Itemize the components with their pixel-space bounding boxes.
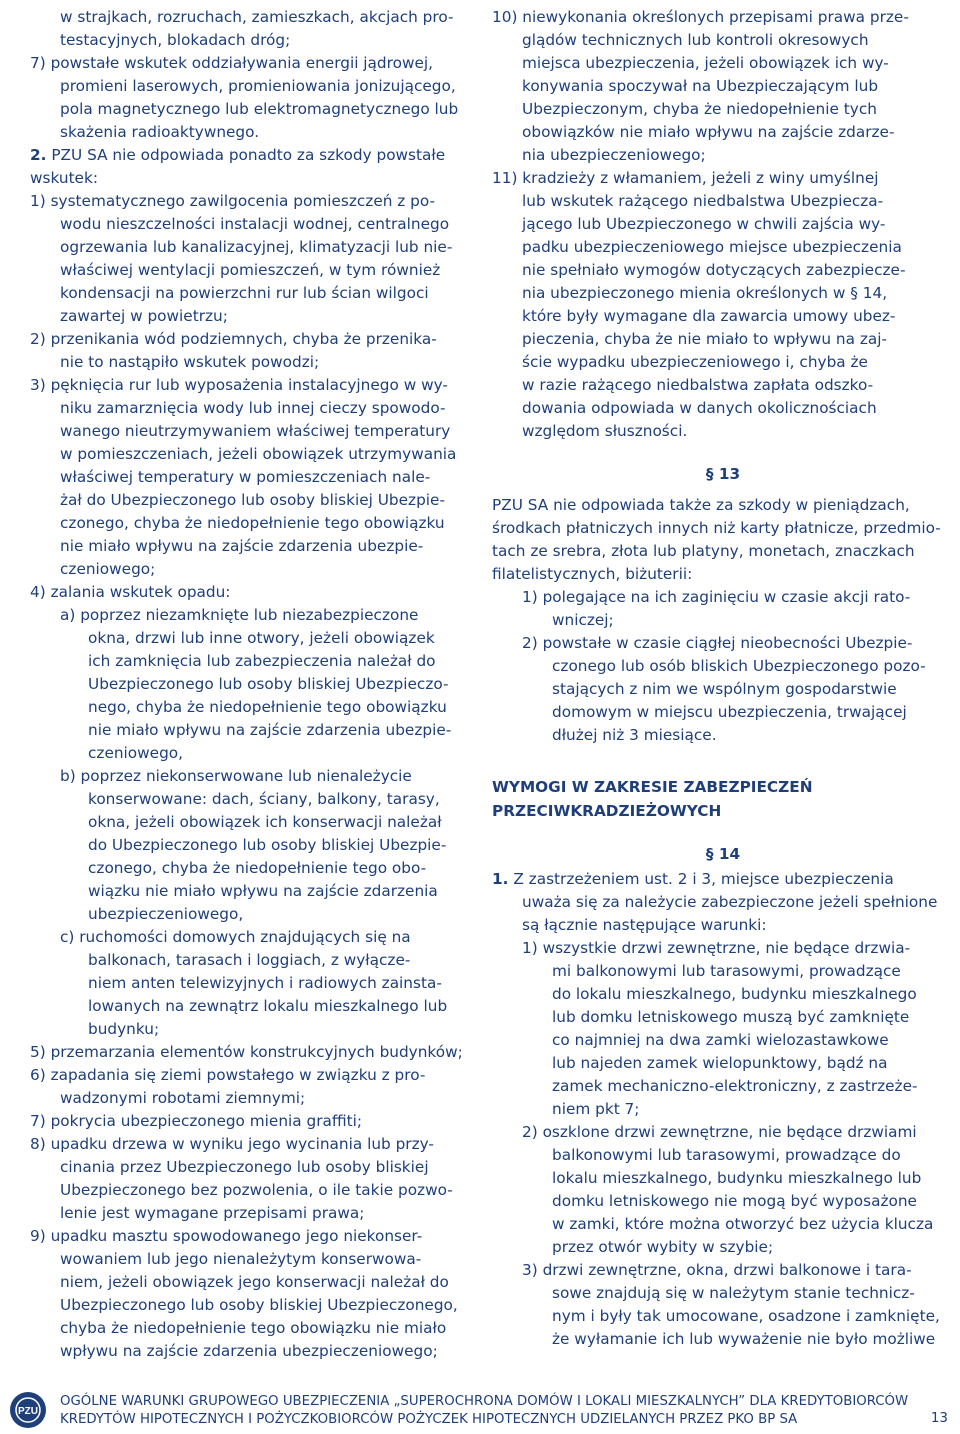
text-line [492, 1006, 954, 1029]
line-text: dowania odpowiada w danych okolicznościach [522, 399, 877, 417]
text-line [30, 972, 470, 995]
text-line [492, 586, 954, 609]
line-text: które były wymagane dla zawarcia umowy ubez- [522, 307, 896, 325]
text-line [492, 52, 954, 75]
footer-text [60, 1393, 908, 1429]
text-line [30, 1041, 470, 1064]
line-text: pieczenia, chyba że nie miało to wpływu na zaj- [522, 330, 887, 348]
text-line [30, 236, 470, 259]
text-line [492, 213, 954, 236]
line-text: 8) upadku drzewa w wyniku jego wycinania lub przy- [30, 1135, 434, 1153]
line-text: lub domku letniskowego muszą być zamknięte [552, 1008, 910, 1026]
line-text: 2) powstałe w czasie ciągłej nieobecności Ubezpie- [522, 634, 913, 652]
text-line [492, 678, 954, 701]
line-text: PZU SA nie odpowiada ponadto za szkody powstałe [46, 146, 446, 164]
text-line [30, 1225, 470, 1248]
line-text: ich zamknięcia lub zabezpieczenia należał do [88, 652, 436, 670]
line-text: 11) kradzieży z włamaniem, jeżeli z winy umyślnej [492, 169, 879, 187]
line-text: lub wskutek rażącego niedbalstwa Ubezpiecza- [522, 192, 884, 210]
section-14-heading: § 14 [705, 845, 741, 863]
line-text: 9) upadku masztu spowodowanego jego niekonser- [30, 1227, 423, 1245]
line-text: Ubezpieczonego bez pozwolenia, o ile takie pozwo- [60, 1181, 453, 1199]
text-line [30, 696, 470, 719]
line-text: wiązku nie miało wpływu na zajście zdarzenia [88, 882, 438, 900]
text-line [492, 540, 954, 563]
text-line [492, 75, 954, 98]
line-text: uważa się za należycie zabezpieczone jeżeli spełnione [522, 893, 938, 911]
line-text: c) ruchomości domowych znajdujących się na [60, 928, 411, 946]
text-line [492, 563, 954, 586]
text-line [30, 1018, 470, 1041]
line-text: glądów technicznych lub kontroli okresowych [522, 31, 869, 49]
text-line [30, 466, 470, 489]
line-text: wanego nieutrzymywaniem właściwej temperatury [60, 422, 451, 440]
line-text: pola magnetycznego lub elektromagnetycznego lub [60, 100, 459, 118]
line-text: domowym w miejscu ubezpieczenia, trwającej [552, 703, 907, 721]
line-text: sowe znajdują się w należytym stanie technicz- [552, 1284, 915, 1302]
text-line [30, 903, 470, 926]
text-line [492, 868, 954, 891]
line-text: lowanych na zewnątrz lokalu mieszkalnego lub [88, 997, 448, 1015]
text-line [492, 1282, 954, 1305]
line-text: chyba że niedopełnienie tego obowiązku nie miało [60, 1319, 447, 1337]
text-line [30, 811, 470, 834]
text-line [30, 52, 470, 75]
line-text: 6) zapadania się ziemi powstałego w związku z pro- [30, 1066, 426, 1084]
line-text: 3) pęknięcia rur lub wyposażenia instalacyjnego w wy- [30, 376, 448, 394]
text-line [492, 1144, 954, 1167]
line-text: czonego, chyba że niedopełnienie tego obo- [88, 859, 427, 877]
text-line [30, 190, 470, 213]
text-line [492, 609, 954, 632]
line-text: lub najeden zamek wielopunktowy, bądź na [552, 1054, 888, 1072]
text-line [492, 1052, 954, 1075]
text-line [492, 1259, 954, 1282]
line-text: nie miało wpływu na zajście zdarzenia ubezpie- [88, 721, 452, 739]
page-footer [0, 1388, 960, 1434]
text-line [30, 420, 470, 443]
text-line [492, 1213, 954, 1236]
text-line [30, 834, 470, 857]
text-line [30, 995, 470, 1018]
line-text: 10) niewykonania określonych przepisami prawa prze- [492, 8, 909, 26]
section-13-heading: § 13 [705, 465, 741, 483]
text-line [30, 397, 470, 420]
line-text: czonego lub osób bliskich Ubezpieczonego pozo- [552, 657, 926, 675]
text-line [492, 655, 954, 678]
text-line [30, 1317, 470, 1340]
section-heading [492, 775, 954, 823]
line-text: wadzonymi robotami ziemnymi; [60, 1089, 306, 1107]
text-line [30, 282, 470, 305]
line-text: niem pkt 7; [552, 1100, 640, 1118]
text-line [492, 1029, 954, 1052]
left-column [30, 6, 470, 1363]
line-text: dłużej niż 3 miesiące. [552, 726, 717, 744]
text-line [492, 144, 954, 167]
heading-line-2: PRZECIWKRADZIEŻOWYCH [492, 802, 722, 820]
text-line [30, 535, 470, 558]
text-line [30, 512, 470, 535]
line-text: ście wypadku ubezpieczeniowego i, chyba że [522, 353, 868, 371]
right-block-2 [492, 494, 954, 747]
text-line [492, 1075, 954, 1098]
text-line [30, 1179, 470, 1202]
line-text: lenie jest wymagane przepisami prawa; [60, 1204, 365, 1222]
text-line [492, 494, 954, 517]
line-text: nia ubezpieczeniowego; [522, 146, 706, 164]
text-line [492, 1190, 954, 1213]
line-text: Ubezpieczonego lub osoby bliskiej Ubezpieczo- [88, 675, 449, 693]
text-line [30, 1271, 470, 1294]
line-text: 5) przemarzania elementów konstrukcyjnych budynków; [30, 1043, 463, 1061]
line-text: czonego, chyba że niedopełnienie tego obowiązku [60, 514, 445, 532]
line-text: właściwej wentylacji pomieszczeń, w tym również [60, 261, 441, 279]
line-text: właściwej temperatury w pomieszczeniach nale- [60, 468, 431, 486]
text-line [492, 121, 954, 144]
line-text: niem anten telewizyjnych i radiowych zainsta- [88, 974, 442, 992]
line-text: ogrzewania lub kanalizacyjnej, klimatyzacji lub nie- [60, 238, 453, 256]
line-text: 2) przenikania wód podziemnych, chyba że przenika- [30, 330, 437, 348]
line-text: nie to nastąpiło wskutek powodzi; [60, 353, 320, 371]
text-line [492, 1098, 954, 1121]
text-line [492, 420, 954, 443]
text-line [30, 949, 470, 972]
line-text: nym i były tak umocowane, osadzone i zamknięte, [552, 1307, 940, 1325]
line-text: w zamki, które można otworzyć bez użycia klucza [552, 1215, 934, 1233]
line-text: 7) powstałe wskutek oddziaływania energii jądrowej, [30, 54, 433, 72]
text-line [30, 926, 470, 949]
text-line [492, 305, 954, 328]
line-text: w strajkach, rozruchach, zamieszkach, akcjach pro- [60, 8, 454, 26]
line-text: względom słuszności. [522, 422, 688, 440]
text-line [30, 1202, 470, 1225]
line-text: testacyjnych, blokadach dróg; [60, 31, 291, 49]
text-line [492, 397, 954, 420]
text-line [30, 75, 470, 98]
line-text: konserwowane: dach, ściany, balkony, tarasy, [88, 790, 440, 808]
text-line [492, 351, 954, 374]
line-text: niem, jeżeli obowiązek jego konserwacji należał do [60, 1273, 449, 1291]
section-number: 1. [492, 870, 509, 888]
line-text: promieni laserowych, promieniowania jonizującego, [60, 77, 456, 95]
line-text: budynku; [88, 1020, 160, 1038]
line-text: 4) zalania wskutek opadu: [30, 583, 231, 601]
text-line [492, 1305, 954, 1328]
text-line [30, 627, 470, 650]
line-text: czeniowego, [88, 744, 184, 762]
line-text: czeniowego; [60, 560, 156, 578]
text-line [30, 328, 470, 351]
line-text: w razie rażącego niedbalstwa zapłata odszko- [522, 376, 874, 394]
line-text: balkonach, tarasach i loggiach, z wyłącze- [88, 951, 411, 969]
line-text: jącego lub Ubezpieczonego w chwili zajścia wy- [522, 215, 886, 233]
text-line [30, 765, 470, 788]
line-text: żał do Ubezpieczonego lub osoby bliskiej Ubezpie- [60, 491, 445, 509]
text-line [492, 282, 954, 305]
text-line [492, 98, 954, 121]
text-line [30, 1064, 470, 1087]
text-line [492, 29, 954, 52]
text-line [30, 1248, 470, 1271]
line-text: domku letniskowego nie mogą być wyposażone [552, 1192, 917, 1210]
line-text: kondensacji na powierzchni rur lub ścian wilgoci [60, 284, 429, 302]
text-line [30, 351, 470, 374]
line-text: konywania spoczywał na Ubezpieczającym lub [522, 77, 879, 95]
heading-line-1: WYMOGI W ZAKRESIE ZABEZPIECZEŃ [492, 778, 813, 796]
line-text: środkach płatniczych innych niż karty płatnicze, przedmio- [492, 519, 941, 537]
line-text: nie miało wpływu na zajście zdarzenia ubezpie- [60, 537, 424, 555]
line-text: wpływu na zajście zdarzenia ubezpieczeniowego; [60, 1342, 438, 1360]
line-text: Ubezpieczonego lub osoby bliskiej Ubezpieczonego, [60, 1296, 458, 1314]
text-line [30, 374, 470, 397]
line-text: że wyłamanie ich lub wyważenie nie było możliwe [552, 1330, 936, 1348]
line-text: okna, jeżeli obowiązek ich konserwacji należał [88, 813, 442, 831]
footer-line-2: KREDYTÓW HIPOTECZNYCH I POŻYCZKOBIORCÓW POŻYCZEK HIPOTECZNYCH UDZIELANYCH PRZEZ PKO BP SA [60, 1412, 798, 1427]
footer-line-1: OGÓLNE WARUNKI GRUPOWEGO UBEZPIECZENIA „SUPEROCHRONA DOMÓW I LOKALI MIESZKALNYCH” DLA KREDYTOBIORCÓW [60, 1394, 909, 1409]
text-line [492, 1328, 954, 1351]
line-text: do Ubezpieczonego lub osoby bliskiej Ubezpie- [88, 836, 447, 854]
text-line [492, 190, 954, 213]
text-line [30, 1087, 470, 1110]
line-text: filatelistycznych, biżuterii: [492, 565, 693, 583]
line-text: są łącznie następujące warunki: [522, 916, 767, 934]
line-text: zamek mechaniczno-elektroniczny, z zastrzeże- [552, 1077, 918, 1095]
line-text: wodu nieszczelności instalacji wodnej, centralnego [60, 215, 450, 233]
text-line [30, 604, 470, 627]
line-text: balkonowymi lub tarasowymi, prowadzące do [552, 1146, 901, 1164]
text-line [492, 6, 954, 29]
text-line [492, 236, 954, 259]
text-line [492, 517, 954, 540]
text-line [30, 167, 470, 190]
text-line [30, 857, 470, 880]
line-text: nie spełniało wymogów dotyczących zabezpiecze- [522, 261, 906, 279]
text-line [30, 558, 470, 581]
text-line [492, 632, 954, 655]
text-line [30, 1294, 470, 1317]
line-text: zawartej w powietrzu; [60, 307, 228, 325]
text-line [492, 167, 954, 190]
line-text: wniczej; [552, 611, 614, 629]
text-line [30, 489, 470, 512]
text-line [30, 719, 470, 742]
text-line [30, 443, 470, 466]
text-line [30, 121, 470, 144]
line-text: wowaniem lub jego nienależytym konserwowa- [60, 1250, 422, 1268]
page-number: 13 [930, 1410, 948, 1426]
text-line [30, 650, 470, 673]
text-line [30, 673, 470, 696]
line-text: a) poprzez niezamknięte lub niezabezpieczone [60, 606, 419, 624]
line-text: obowiązków nie miało wpływu na zajście zdarze- [522, 123, 895, 141]
text-line [492, 891, 954, 914]
text-line [30, 259, 470, 282]
pzu-logo-icon [10, 1392, 46, 1428]
line-text: nia ubezpieczonego mienia określonych w § 14, [522, 284, 888, 302]
line-text: przez otwór wybity w szybie; [552, 1238, 774, 1256]
pzu-logo [10, 1392, 46, 1428]
text-line [492, 1121, 954, 1144]
text-line [30, 1156, 470, 1179]
line-text: 7) pokrycia ubezpieczonego mienia graffiti; [30, 1112, 363, 1130]
text-line [492, 1236, 954, 1259]
text-line [30, 1110, 470, 1133]
line-text: niku zamarznięcia wody lub innej cieczy spowodo- [60, 399, 446, 417]
text-line [492, 328, 954, 351]
text-line [30, 788, 470, 811]
line-text: mi balkonowymi lub tarasowymi, prowadzące [552, 962, 901, 980]
line-text: do lokalu mieszkalnego, budynku mieszkalnego [552, 985, 917, 1003]
text-line [492, 983, 954, 1006]
right-block-3 [492, 868, 954, 1351]
section-number: 2. [30, 146, 47, 164]
text-line [30, 98, 470, 121]
text-line [30, 29, 470, 52]
text-line [30, 581, 470, 604]
text-line [492, 1167, 954, 1190]
text-line [30, 742, 470, 765]
line-text: lokalu mieszkalnego, budynku mieszkalnego lub [552, 1169, 922, 1187]
line-text: ubezpieczeniowego, [88, 905, 244, 923]
logo-text: PZU [18, 1406, 38, 1417]
line-text: skażenia radioaktywnego. [60, 123, 260, 141]
line-text: padku ubezpieczeniowego miejsce ubezpieczenia [522, 238, 902, 256]
text-line [492, 724, 954, 747]
text-line [492, 937, 954, 960]
line-text: Z zastrzeżeniem ust. 2 i 3, miejsce ubezpieczenia [508, 870, 894, 888]
line-text: 1) systematycznego zawilgocenia pomieszczeń z po- [30, 192, 436, 210]
text-line [30, 6, 470, 29]
text-line [492, 960, 954, 983]
text-line [30, 305, 470, 328]
line-text: nego, chyba że niedopełnienie tego obowiązku [88, 698, 447, 716]
text-line [30, 1340, 470, 1363]
line-text: 2) oszklone drzwi zewnętrzne, nie będące drzwiami [522, 1123, 917, 1141]
line-text: PZU SA nie odpowiada także za szkody w pieniądzach, [492, 496, 910, 514]
right-block-1 [492, 6, 954, 443]
text-line [30, 1133, 470, 1156]
text-line [30, 880, 470, 903]
line-text: w pomieszczeniach, jeżeli obowiązek utrzymywania [60, 445, 457, 463]
line-text: tach ze srebra, złota lub platyny, monetach, znaczkach [492, 542, 915, 560]
text-line [492, 914, 954, 937]
line-text: Ubezpieczonym, chyba że niedopełnienie tych [522, 100, 877, 118]
line-text: okna, drzwi lub inne otwory, jeżeli obowiązek [88, 629, 435, 647]
line-text: miejsca ubezpieczenia, jeżeli obowiązek ich wy- [522, 54, 889, 72]
text-line [492, 374, 954, 397]
line-text: b) poprzez niekonserwowane lub nienależycie [60, 767, 412, 785]
line-text: cinania przez Ubezpieczonego lub osoby bliskiej [60, 1158, 429, 1176]
line-text: 1) polegające na ich zaginięciu w czasie akcji rato- [522, 588, 911, 606]
text-line [492, 701, 954, 724]
line-text: stających z nim we wspólnym gospodarstwie [552, 680, 897, 698]
line-text: wskutek: [30, 169, 98, 187]
right-column [492, 6, 954, 1351]
text-line [492, 259, 954, 282]
text-line [30, 213, 470, 236]
line-text: co najmniej na dwa zamki wielozastawkowe [552, 1031, 889, 1049]
line-text: 3) drzwi zewnętrzne, okna, drzwi balkonowe i tara- [522, 1261, 912, 1279]
line-text: 1) wszystkie drzwi zewnętrzne, nie będące drzwia- [522, 939, 911, 957]
text-line [30, 144, 470, 167]
